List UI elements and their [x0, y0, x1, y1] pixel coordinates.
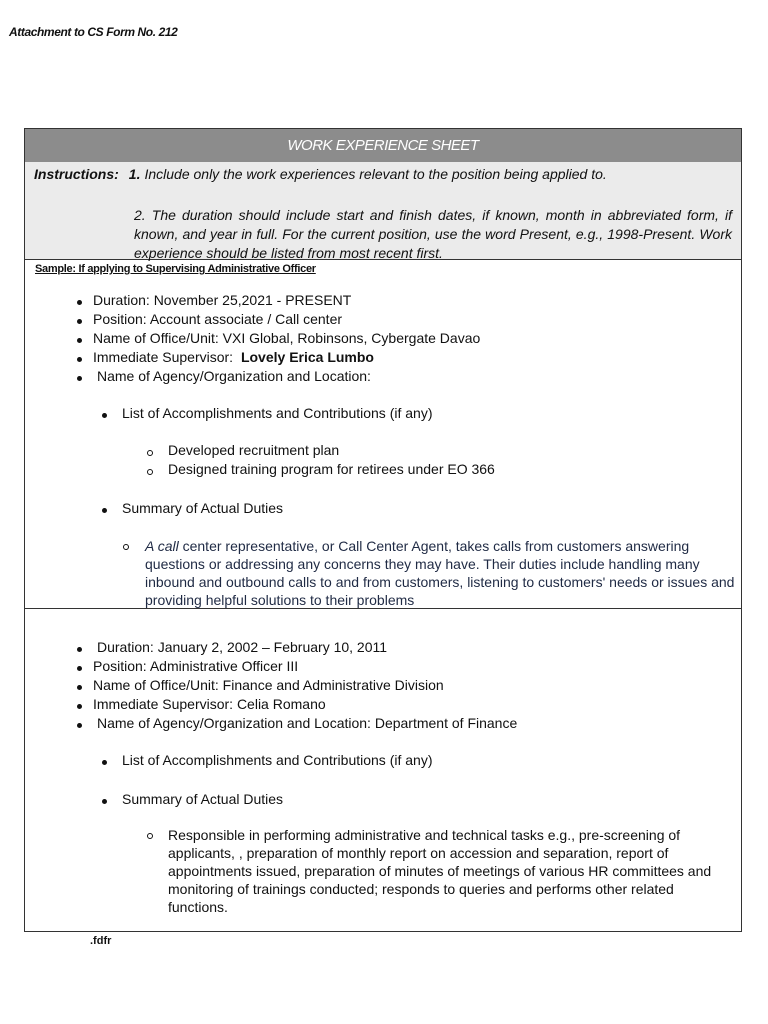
entry2-supervisor: Immediate Supervisor: Celia Romano [93, 696, 326, 712]
bullet-icon [77, 685, 82, 690]
entry1-supervisor-label: Immediate Supervisor: [93, 349, 234, 365]
instruction-1-text: Include only the work experiences relevant to the position being applied to. [144, 166, 607, 182]
bullet-icon [77, 704, 82, 709]
entry2-duration: Duration: January 2, 2002 – February 10, 2011 [97, 639, 388, 655]
attachment-label: Attachment to CS Form No. 212 [9, 25, 178, 39]
entry2-position: Position: Administrative Officer III [93, 658, 299, 674]
instruction-2-text: 2. The duration should include start and finish dates, if known, month in abbreviated form, if known, and year in full. For the current position, use the word Present, e.g., 1998-Present. Work experience should be listed from most recent first. [134, 207, 732, 261]
circle-bullet-icon [147, 450, 153, 456]
entry1-position: Position: Account associate / Call center [93, 311, 343, 327]
entry2-duties-text: Responsible in performing administrative and technical tasks e.g., pre-screening of applicants, , preparation of monthly report on accession and separation, report of appointments issued, preparation of minutes of meetings of various HR committees and monitoring of trainings conducted; responds to queries and performs other related functions. [168, 827, 712, 915]
entry1-duties-label: Summary of Actual Duties [122, 500, 284, 516]
entry1-agency: Name of Agency/Organization and Location: [97, 368, 371, 384]
circle-bullet-icon [147, 833, 153, 839]
entry1-duration: Duration: November 25,2021 - PRESENT [93, 292, 352, 308]
entry1-duties-rest: center representative, or Call Center Agent, takes calls from customers answering questions or addressing any concerns they may have. Their duties include handling many inbound and outbound calls to and from customers, listening to customers' needs or issues and providing helpful solutions to their problems [145, 538, 735, 608]
sample-label: Sample: If applying to Supervising Administrative Officer [35, 263, 316, 275]
instructions-label: Instructions: [34, 166, 119, 182]
bullet-icon [102, 508, 107, 513]
bullet-icon [77, 300, 82, 305]
footer-text: .fdfr [90, 935, 112, 947]
entry2-duties-label: Summary of Actual Duties [122, 791, 284, 807]
bullet-icon [77, 376, 82, 381]
bullet-icon [77, 357, 82, 362]
bullet-icon [102, 413, 107, 418]
entry-divider [25, 608, 741, 609]
bullet-icon [102, 760, 107, 765]
bullet-icon [77, 319, 82, 324]
entry2-accomplishments-label: List of Accomplishments and Contributions (if any) [122, 752, 433, 768]
circle-bullet-icon [147, 469, 153, 475]
bullet-icon [77, 338, 82, 343]
entry1-duties-text [145, 537, 735, 609]
bullet-icon [77, 666, 82, 671]
instructions-panel [25, 162, 741, 260]
instruction-1-number: 1. [128, 166, 141, 182]
entry1-supervisor-name: Lovely Erica Lumbo [240, 349, 374, 365]
entry2-agency: Name of Agency/Organization and Location: Department of Finance [97, 715, 518, 731]
entry1-supervisor [93, 349, 374, 365]
entry2-office: Name of Office/Unit: Finance and Administrative Division [93, 677, 444, 693]
instruction-1 [34, 166, 607, 182]
bullet-icon [77, 723, 82, 728]
circle-bullet-icon [123, 544, 129, 550]
work-experience-sheet [24, 128, 742, 932]
entry1-accomplishment-2: Designed training program for retirees under EO 366 [168, 461, 495, 477]
entry1-office: Name of Office/Unit: VXI Global, Robinsons, Cybergate Davao [93, 330, 481, 346]
entry1-duties-lead: A call [145, 538, 179, 554]
entry1-accomplishment-1: Developed recruitment plan [168, 442, 340, 458]
bullet-icon [77, 647, 82, 652]
sheet-title: WORK EXPERIENCE SHEET [25, 129, 741, 163]
bullet-icon [102, 799, 107, 804]
entry1-accomplishments-label: List of Accomplishments and Contributions (if any) [122, 405, 433, 421]
